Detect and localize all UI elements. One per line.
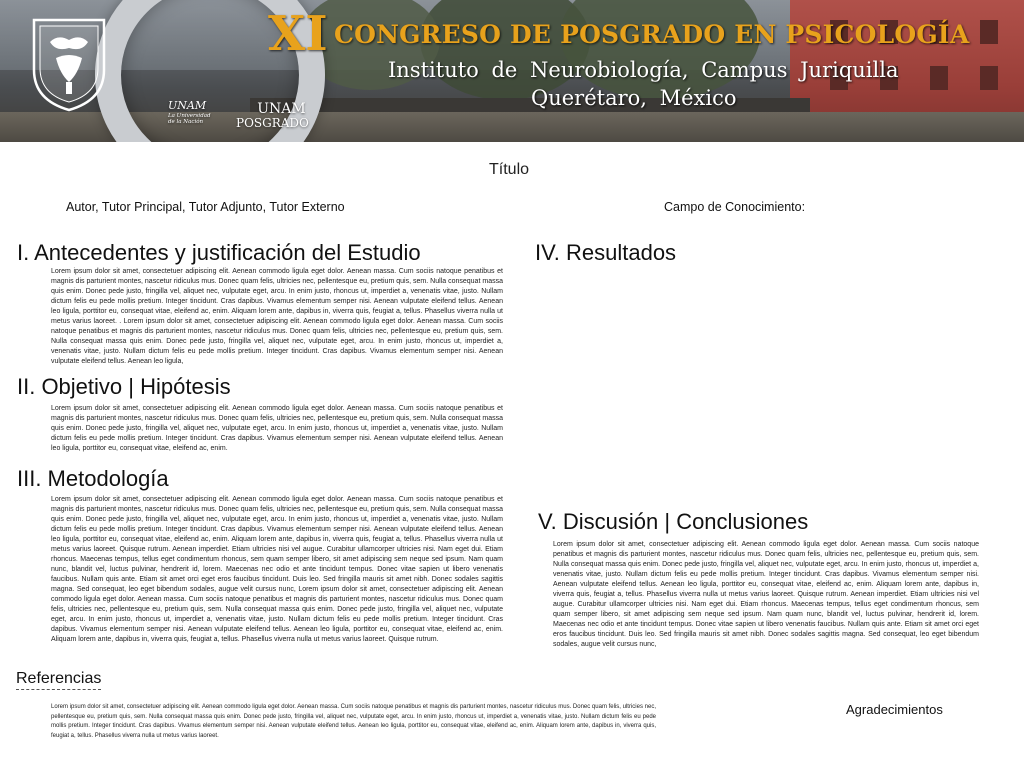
section-heading-objetivo: II. Objetivo | Hipótesis — [17, 374, 231, 399]
section-heading-referencias: Referencias — [16, 671, 101, 690]
congress-title: CONGRESO DE POSGRADO EN PSICOLOGÍA — [334, 20, 970, 49]
section-body-metodologia: Lorem ipsum dolor sit amet, consectetuer adipiscing elit. Aenean commodo ligula eget dolor. Aenean massa. Cum sociis natoque penatibus et magnis dis parturient montes, nascetur ridiculus mus. Donec quam felis, ultricies nec, pellentesque eu, pretium quis, sem. Nulla consequat massa quis enim. Donec pede justo, fringilla vel, aliquet nec, vulputate eget, arcu. In enim justo, rhoncus ut, imperdiet a, venenatis vitae, justo. Nullam dictum felis eu pede mollis pretium. Integer tincidunt. Cras dapibus. Vivamus elementum semper nisi. Aenean vulputate eleifend tellus. Aenean leo ligula, porttitor eu, consequat vitae, eleifend ac, enim. Aliquam lorem ante, dapibus in, viverra quis, feugiat a, tellus. Phasellus viverra nulla ut metus varius laoreet. Quisque rutrum. Aenean imperdiet. Etiam ultricies nisi vel augue. Curabitur ullamcorper ultricies nisi. Nam eget dui. Etiam rhoncus. Maecenas tempus, tellus eget condimentum rhoncus, sem quam semper libero, sit amet adipiscing sem neque sed ipsum. Nam quam nunc, blandit vel, luctus pulvinar, hendrerit id, lorem. Maecenas nec odio et ante tincidunt tempus. Donec vitae sapien ut libero venenatis faucibus. Nullam quis ante. Etiam sit amet orci eget eros faucibus tincidunt. Duis leo. Sed fringilla mauris sit amet nibh. Donec sodales sagittis magna. Sed consequat, leo eget bibendum sodales, augue velit cursus nunc, Lorem ipsum dolor sit amet, consectetuer adipiscing elit. Aenean commodo ligula eget dolor. Aenean massa. Cum sociis natoque penatibus et magnis dis parturient montes, nascetur ridiculus mus. Donec quam felis, ultricies nec, pellentesque eu, pretium quis, sem. Nulla consequat massa quis enim. Donec pede justo, fringilla vel, aliquet nec, vulputate eget, arcu. In enim justo, rhoncus ut, imperdiet a, venenatis vitae, justo. Nullam dictum felis eu pede mollis pretium. Integer tincidunt. Cras dapibus. Vivamus elementum semper nisi. Aenean vulputate eleifend tellus. Aenean leo ligula, porttitor eu, consequat vitae, eleifend ac, enim. Aliquam lorem ante, dapibus in, viverra quis, feugiat a, tellus. Phasellus viverra nulla ut metus varius laoreet. Quisque rutrum. — [51, 496, 503, 643]
section-body-referencias: Lorem ipsum dolor sit amet, consectetuer adipiscing elit. Aenean commodo ligula eget dolor. Aenean massa. Cum sociis natoque penatibus et magnis dis parturient montes, nascetur ridiculus mus. Donec quam felis, ultricies nec, pellentesque eu, pretium quis, sem. Nulla consequat massa quis enim. Donec pede justo, fringilla vel, aliquet nec, vulputate eget, arcu. In enim justo, rhoncus ut, imperdiet a, venenatis vitae, justo. Nullam dictum felis eu pede mollis pretium. Integer tincidunt. Cras dapibus. Vivamus elementum semper nisi. Aenean vulputate eleifend tellus. Aenean leo ligula, porttitor eu, consequat vitae, eleifend ac, enim. Aliquam lorem ante, dapibus in, viverra quis, feugiat a, tellus. Phasellus viverra nulla ut metus varius laoreet. — [51, 704, 656, 739]
congress-location: Querétaro, México — [531, 86, 737, 110]
congress-number: XI — [268, 6, 328, 62]
unam-logo-universidad — [168, 100, 212, 126]
section-heading-agradecimientos: Agradecimientos — [846, 702, 943, 717]
section-heading-antecedentes: I. Antecedentes y justificación del Estudio — [17, 240, 421, 265]
unam-logo-2-text: UNAM — [257, 101, 306, 117]
unam-logo-1-subtext: La Universidad de la Nación — [168, 113, 211, 126]
section-body-discusion: Lorem ipsum dolor sit amet, consectetuer adipiscing elit. Aenean commodo ligula eget dolor. Aenean massa. Cum sociis natoque penatibus et magnis dis parturient montes, nascetur ridiculus mus. Donec quam felis, ultricies nec, pellentesque eu, pretium quis, sem. Nulla consequat massa quis enim. Donec pede justo, fringilla vel, aliquet nec, vulputate eget, arcu. In enim justo, rhoncus ut, imperdiet a, venenatis vitae, justo. Nullam dictum felis eu pede mollis pretium. Integer tincidunt. Cras dapibus. Vivamus elementum semper nisi. Aenean vulputate eleifend tellus. Aenean leo ligula, porttitor eu, consequat vitae, eleifend ac, enim. Aliquam lorem ante, dapibus in, viverra quis, feugiat a, tellus. Phasellus viverra nulla ut metus varius laoreet. Quisque rutrum. Aenean imperdiet. Etiam ultricies nisi vel augue. Curabitur ullamcorper ultricies nisi. Nam eget dui. Etiam rhoncus. Maecenas tempus, tellus eget condimentum rhoncus, sem quam semper libero, sit amet adipiscing sem neque sed ipsum. Nam quam nunc, blandit vel, luctus pulvinar, hendrerit id, lorem. Maecenas nec odio et ante tincidunt tempus. Donec vitae sapien ut libero venenatis faucibus. Nullam quis ante. Etiam sit amet orci eget eros faucibus tincidunt. Duis leo. Sed fringilla mauris sit amet nibh. Donec sodales sagittis magna. Sed consequat, leo eget bibendum sodales, augue velit cursus nunc, — [553, 541, 979, 648]
section-heading-resultados: IV. Resultados — [535, 240, 677, 265]
section-body-objetivo: Lorem ipsum dolor sit amet, consectetuer adipiscing elit. Aenean commodo ligula eget dolor. Aenean massa. Cum sociis natoque penatibus et magnis dis parturient montes, nascetur ridiculus mus. Donec quam felis, ultricies nec, pellentesque eu, pretium quis, sem. Nulla consequat massa quis enim. Donec pede justo, fringilla vel, aliquet nec, vulputate eget, arcu. In enim justo, rhoncus ut, imperdiet a, venenatis vitae, justo. Nullam dictum felis eu pede mollis pretium. Integer tincidunt. Cras dapibus. Vivamus elementum semper nisi. Aenean vulputate eleifend tellus. Aenean leo ligula, porttitor eu, consequat vitae, eleifend ac, enim. — [51, 405, 503, 452]
unam-posgrado-logo — [236, 102, 309, 129]
section-heading-discusion: V. Discusión | Conclusiones — [538, 509, 809, 534]
unam-seal-logo — [28, 12, 110, 112]
section-body-antecedentes: Lorem ipsum dolor sit amet, consectetuer adipiscing elit. Aenean commodo ligula eget dolor. Aenean massa. Cum sociis natoque penatibus et magnis dis parturient montes, nascetur ridiculus mus. Donec quam felis, ultricies nec, pellentesque eu, pretium quis, sem. Nulla consequat massa quis enim. Donec pede justo, fringilla vel, aliquet nec, vulputate eget, arcu. In enim justo, rhoncus ut, imperdiet a, venenatis vitae, justo. Nullam dictum felis eu pede mollis pretium. Integer tincidunt. Cras dapibus. Vivamus elementum semper nisi. Aenean vulputate eleifend tellus. Aenean leo ligula, porttitor eu, consequat vitae, eleifend ac, enim. Aliquam lorem ante, dapibus in, viverra quis, feugiat a, tellus. Phasellus viverra nulla ut metus varius laoreet. . Lorem ipsum dolor sit amet, consectetuer adipiscing elit. Aenean commodo ligula eget dolor. Aenean massa. Cum sociis natoque penatibus et magnis dis parturient montes, nascetur ridiculus mus. Donec quam felis, ultricies nec, pellentesque eu, pretium quis, sem. Nulla consequat massa quis enim. Donec pede justo, fringilla vel, aliquet nec, vulputate eget, arcu. In enim justo, rhoncus ut, imperdiet a, venenatis vitae, justo. Nullam dictum felis eu pede mollis pretium. Integer tincidunt. Cras dapibus. Vivamus elementum semper nisi. Aenean vulputate eleifend tellus. Aenean leo ligula, — [51, 268, 503, 365]
header-banner — [0, 0, 1024, 142]
institute-name: Instituto de Neurobiología, Campus Juriquilla — [388, 58, 899, 82]
unam-logo-1-text: UNAM — [168, 99, 207, 112]
campo-conocimiento: Campo de Conocimiento: — [664, 200, 806, 214]
unam-logo-2-subtext: POSGRADO — [236, 116, 309, 130]
authors-line: Autor, Tutor Principal, Tutor Adjunto, Tutor Externo — [66, 200, 345, 214]
banner-tree — [560, 0, 760, 100]
section-heading-metodologia: III. Metodología — [17, 466, 169, 491]
poster-title: Título — [489, 161, 530, 178]
